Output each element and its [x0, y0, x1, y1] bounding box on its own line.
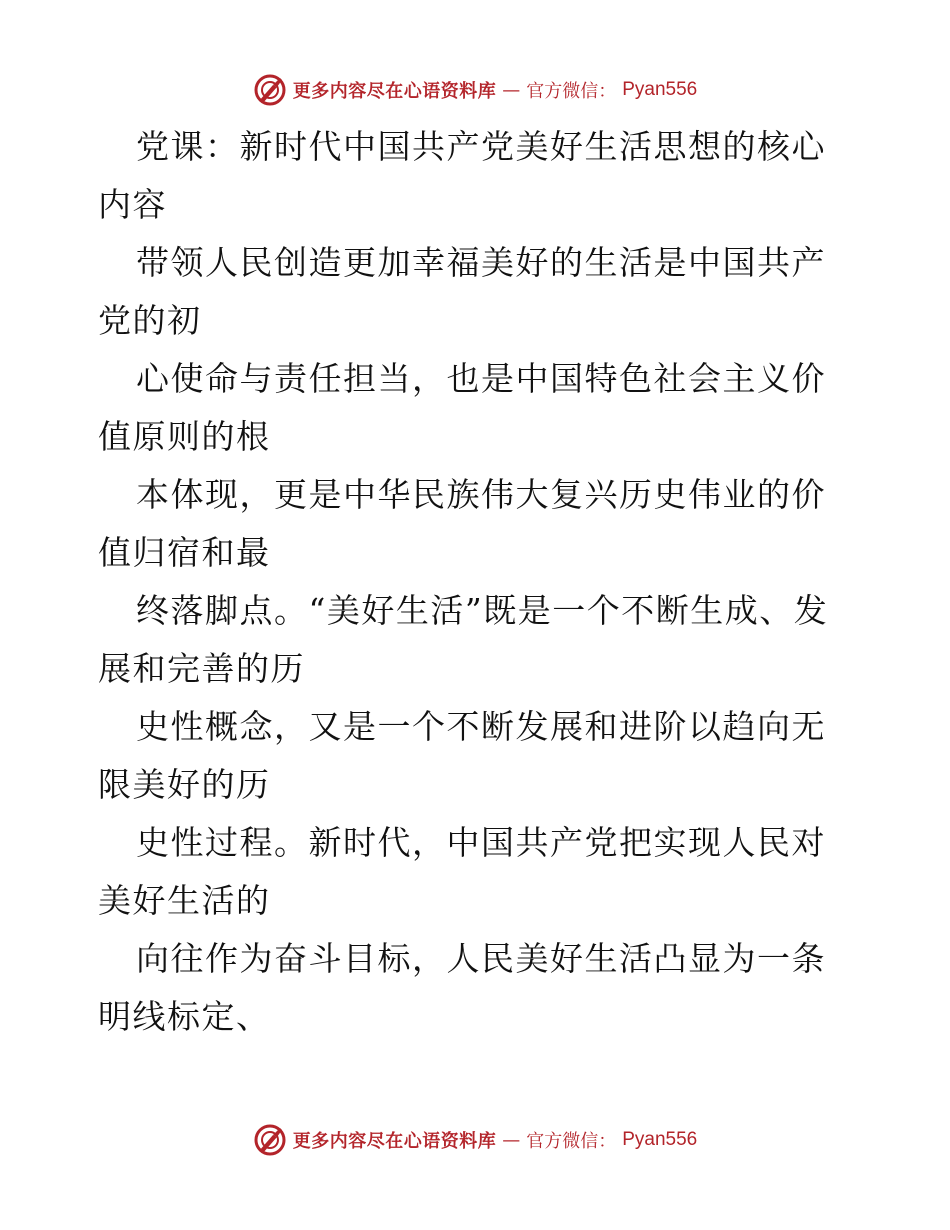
paragraph-line: 向往作为奋斗目标，人民美好生活凸显为一条明线标定、: [98, 939, 826, 1036]
header-banner: [0, 70, 950, 110]
brand-logo-icon: [253, 73, 287, 107]
paragraph-line: 史性过程。新时代，中国共产党把实现人民对美好生活的: [98, 823, 826, 920]
document-body: [98, 118, 858, 1046]
paragraph-line: 史性概念，又是一个不断发展和进阶以趋向无限美好的历: [98, 707, 826, 804]
header-wechat-label: 官方微信：: [526, 81, 617, 102]
footer-brand-text: 更多内容尽在心语资料库: [292, 1131, 497, 1152]
footer-banner: [0, 1120, 950, 1160]
brand-logo-icon: [253, 1123, 287, 1157]
paragraph-line: 心使命与责任担当，也是中国特色社会主义价值原则的根: [98, 359, 826, 456]
document-title: 党课：新时代中国共产党美好生活思想的核心内容: [98, 127, 826, 224]
footer-wechat-label: 官方微信：: [526, 1131, 617, 1152]
paragraph-line: 本体现，更是中华民族伟大复兴历史伟业的价值归宿和最: [98, 475, 826, 572]
header-brand-text: 更多内容尽在心语资料库: [292, 81, 497, 102]
footer-separator: —: [502, 1129, 521, 1151]
paragraph-line: 终落脚点。“美好生活”既是一个不断生成、发展和完善的历: [98, 591, 829, 688]
paragraph-line: 带领人民创造更加幸福美好的生活是中国共产党的初: [98, 243, 826, 340]
footer-wechat-id: Pyan556: [622, 1129, 698, 1150]
header-separator: —: [502, 79, 521, 101]
header-wechat-id: Pyan556: [622, 79, 698, 100]
